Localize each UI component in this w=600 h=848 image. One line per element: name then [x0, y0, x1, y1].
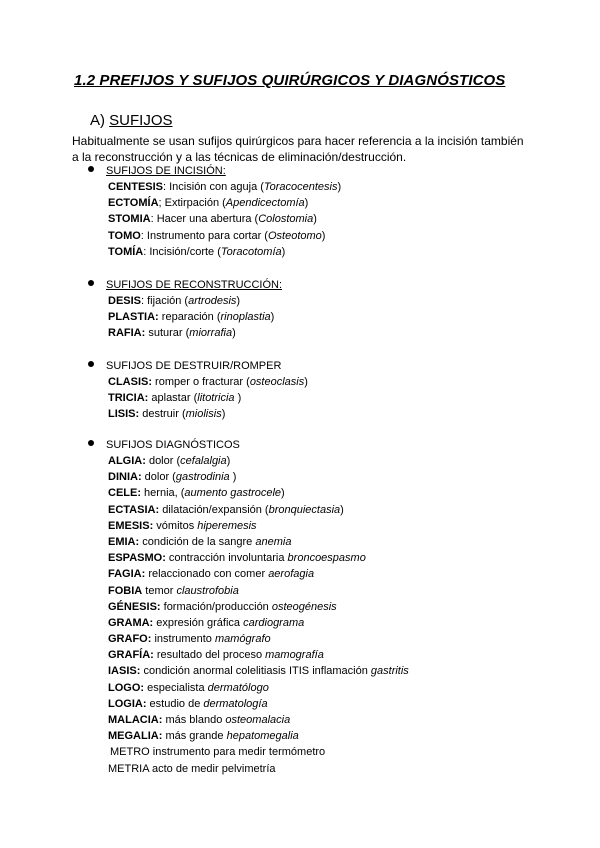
list-item: PLASTIA: reparación (rinoplastia)	[108, 311, 275, 324]
bullet-icon	[88, 361, 94, 367]
list-item: IASIS: condición anormal colelitiasis ITIS inflamación gastritis	[108, 665, 409, 678]
list-item: METRO instrumento para medir termómetro	[110, 746, 326, 759]
list-item: FAGIA: relaccionado con comer aerofagia	[108, 568, 315, 581]
list-item: TOMO: Instrumento para cortar (Osteotomo)	[108, 229, 326, 242]
list-item: GÉNESIS: formación/producción osteogénesis	[108, 600, 337, 613]
list-item: ECTASIA: dilatación/expansión (bronquiectasia)	[108, 503, 344, 516]
group-heading	[88, 277, 282, 293]
section-name: SUFIJOS	[109, 112, 173, 129]
list-item: ECTOMÍA; Extirpación (Apendicectomía)	[108, 197, 309, 210]
list-item: TRICIA: aplastar (litotricia )	[108, 392, 242, 405]
list-item: ALGIA: dolor (cefalalgia)	[108, 455, 231, 467]
bullet-icon	[88, 440, 94, 446]
list-item: DESIS: fijación (artrodesis)	[108, 295, 241, 307]
list-item: STOMIA: Hacer una abertura (Colostomia)	[108, 213, 317, 226]
list-item: EMIA: condición de la sangre anemia	[108, 535, 292, 548]
list-item: LOGIA: estudio de dermatología	[108, 697, 268, 710]
bullet-icon	[88, 280, 94, 286]
list-item: DINIA: dolor (gastrodinia )	[108, 471, 237, 484]
list-item: LISIS: destruir (miolisis)	[108, 408, 226, 421]
list-item: CELE: hernia, (aumento gastrocele)	[108, 487, 285, 500]
list-item: CENTESIS: Incisión con aguja (Toracocentesis)	[108, 181, 342, 193]
list-item: ESPASMO: contracción involuntaria broncoespasmo	[108, 552, 366, 565]
list-item: TOMÍA: Incisión/corte (Toracotomía)	[108, 245, 286, 258]
section-letter: A)	[90, 112, 110, 129]
group-heading	[88, 437, 409, 453]
group-diagnostic	[88, 437, 409, 777]
bullet-icon	[88, 166, 94, 172]
list-item: MALACIA: más blando osteomalacia	[108, 714, 291, 726]
group-heading	[88, 163, 341, 179]
list-item: EMESIS: vómitos hiperemesis	[108, 519, 257, 532]
group-heading-text: SUFIJOS DIAGNÓSTICOS	[106, 439, 240, 451]
list-item: FOBIA temor claustrofobia	[108, 584, 239, 597]
group-heading-text: SUFIJOS DE INCISIÓN:	[106, 165, 226, 177]
list-item: MEGALIA: más grande hepatomegalia	[108, 730, 299, 743]
intro-paragraph: Habitualmente se usan sufijos quirúrgicos para hacer referencia a la incisión también a la reconstrucción y a las técnicas de eliminación/destrucción.	[72, 134, 524, 164]
list-item: GRAFO: instrumento mamógrafo	[108, 633, 271, 646]
group-destroy	[88, 358, 308, 423]
group-heading	[88, 358, 308, 374]
group-heading-text: SUFIJOS DE RECONSTRUCCIÓN:	[106, 279, 283, 291]
list-item: GRAFÍA: resultado del proceso mamografía	[108, 649, 324, 662]
list-item: CLASIS: romper o fracturar (osteoclasis)	[108, 376, 308, 388]
list-item: RAFIA: suturar (miorrafia)	[108, 327, 236, 340]
list-item: METRIA acto de medir pelvimetría	[108, 762, 276, 775]
group-incision	[88, 163, 341, 260]
list-item: GRAMA: expresión gráfica cardiograma	[108, 616, 305, 629]
group-heading-text: SUFIJOS DE DESTRUIR/ROMPER	[106, 360, 282, 372]
group-reconstruction	[88, 277, 282, 342]
document-title: 1.2 PREFIJOS Y SUFIJOS QUIRÚRGICOS Y DIAGNÓSTICOS	[74, 72, 506, 89]
list-item: LOGO: especialista dermatólogo	[108, 681, 269, 694]
section-heading	[90, 112, 173, 129]
